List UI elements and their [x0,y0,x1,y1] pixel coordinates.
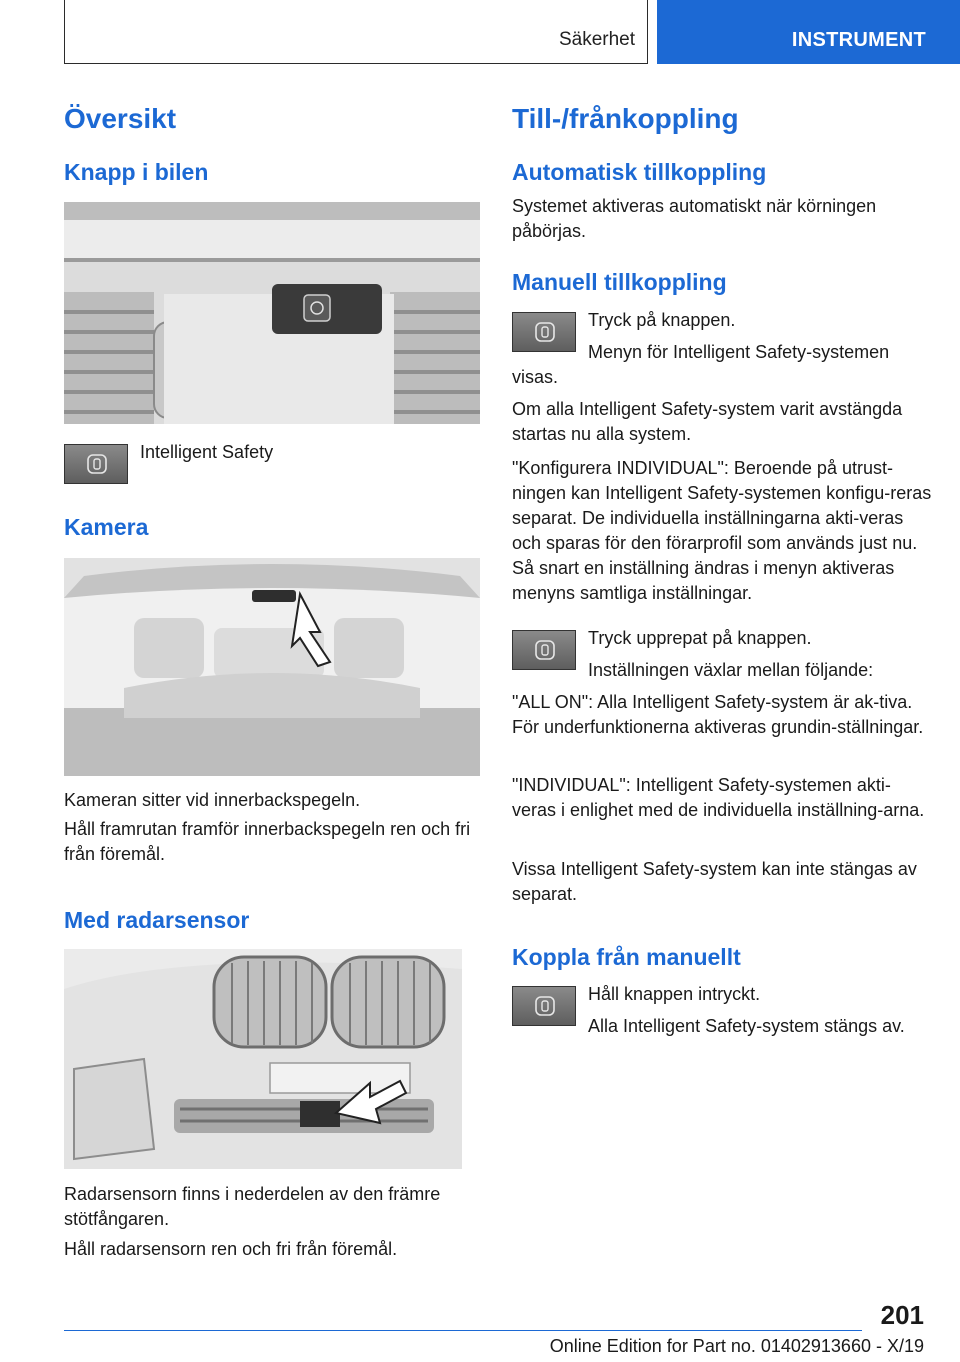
dashboard-button-photo [64,202,480,424]
camera-care-text: Håll framrutan framför innerbackspegeln ren och fri från föremål. [64,819,471,864]
header-chapter-tab[interactable] [657,0,960,64]
camera-location-text: Kameran sitter vid innerbackspegeln. [64,790,361,810]
toggle-step: Tryck upprepat på knappen. [588,628,812,648]
camera-heading: Kamera [64,514,149,540]
overview-title: Översikt [64,103,177,134]
interior-illustration [64,558,480,776]
manual-on-heading: Manuell tillkoppling [512,269,727,295]
radar-heading: Med radarsensor [64,907,250,933]
footer-edition: Online Edition for Part no. 01402913660 - X/19 [549,1336,924,1356]
cannot-disable-text: Vissa Intelligent Safety-system kan inte stängas av separat. [512,859,917,904]
radar-care-text: Håll radarsensorn ren och fri från föremål. [64,1239,398,1259]
toggle-button-icon [512,630,576,670]
manual-all-off-text: Om alla Intelligent Safety-system varit avstängda startas nu alla system. [512,399,903,444]
auto-on-heading: Automatisk tillkoppling [512,159,767,185]
safety-symbol-icon [534,321,556,343]
auto-on-text: Systemet aktiveras automatiskt när körningen påbörjas. [512,196,877,241]
radar-photo [64,949,462,1169]
toggle-result: Inställningen växlar mellan följande: [588,660,874,680]
manual-off-step: Håll knappen intryckt. [588,984,761,1004]
manual-on-step: Tryck på knappen. [588,310,736,330]
manual-on-result-b: visas. [512,367,559,387]
safety-symbol-icon [534,639,556,661]
header-section-box [64,0,648,64]
intelligent-safety-button-icon [64,444,128,484]
manual-off-heading: Koppla från manuellt [512,944,741,970]
header-section-label: Säkerhet [558,29,635,50]
all-on-text: "ALL ON": Alla Intelligent Safety-system är ak-tiva. För underfunktionerna aktiveras grundin-ställningar. [512,692,924,737]
safety-symbol-icon [86,453,108,475]
footer-divider [64,1330,862,1331]
safety-symbol-icon [534,995,556,1017]
manual-on-button-icon [512,312,576,352]
dashboard-illustration [64,202,480,424]
on-off-title: Till-/frånkoppling [512,103,739,134]
radar-illustration [64,949,462,1169]
manual-configure-text: "Konfigurera INDIVIDUAL": Beroende på utrust-ningen kan Intelligent Safety-systemen konfigu-reras separat. De individuella inställningarna akti-veras och sparas för den förarprofil som används just nu. Så snart en inställning ändras i menyn aktiveras menyns samtliga inställningar. [512,458,932,603]
individual-text: "INDIVIDUAL": Intelligent Safety-systemen akti-veras i enlighet med de individuella inställning-arna. [512,775,925,820]
intelligent-safety-label: Intelligent Safety [140,442,274,462]
page-number: 201 [880,1300,924,1330]
header-chapter-label: INSTRUMENT [791,29,926,51]
radar-location-text: Radarsensorn finns i nederdelen av den främre stötfångaren. [64,1184,441,1229]
manual-off-result: Alla Intelligent Safety-system stängs av. [588,1016,905,1036]
manual-on-result-a: Menyn för Intelligent Safety-systemen [588,342,890,362]
camera-photo [64,558,480,776]
manual-off-button-icon [512,986,576,1026]
button-in-car-heading: Knapp i bilen [64,159,209,185]
